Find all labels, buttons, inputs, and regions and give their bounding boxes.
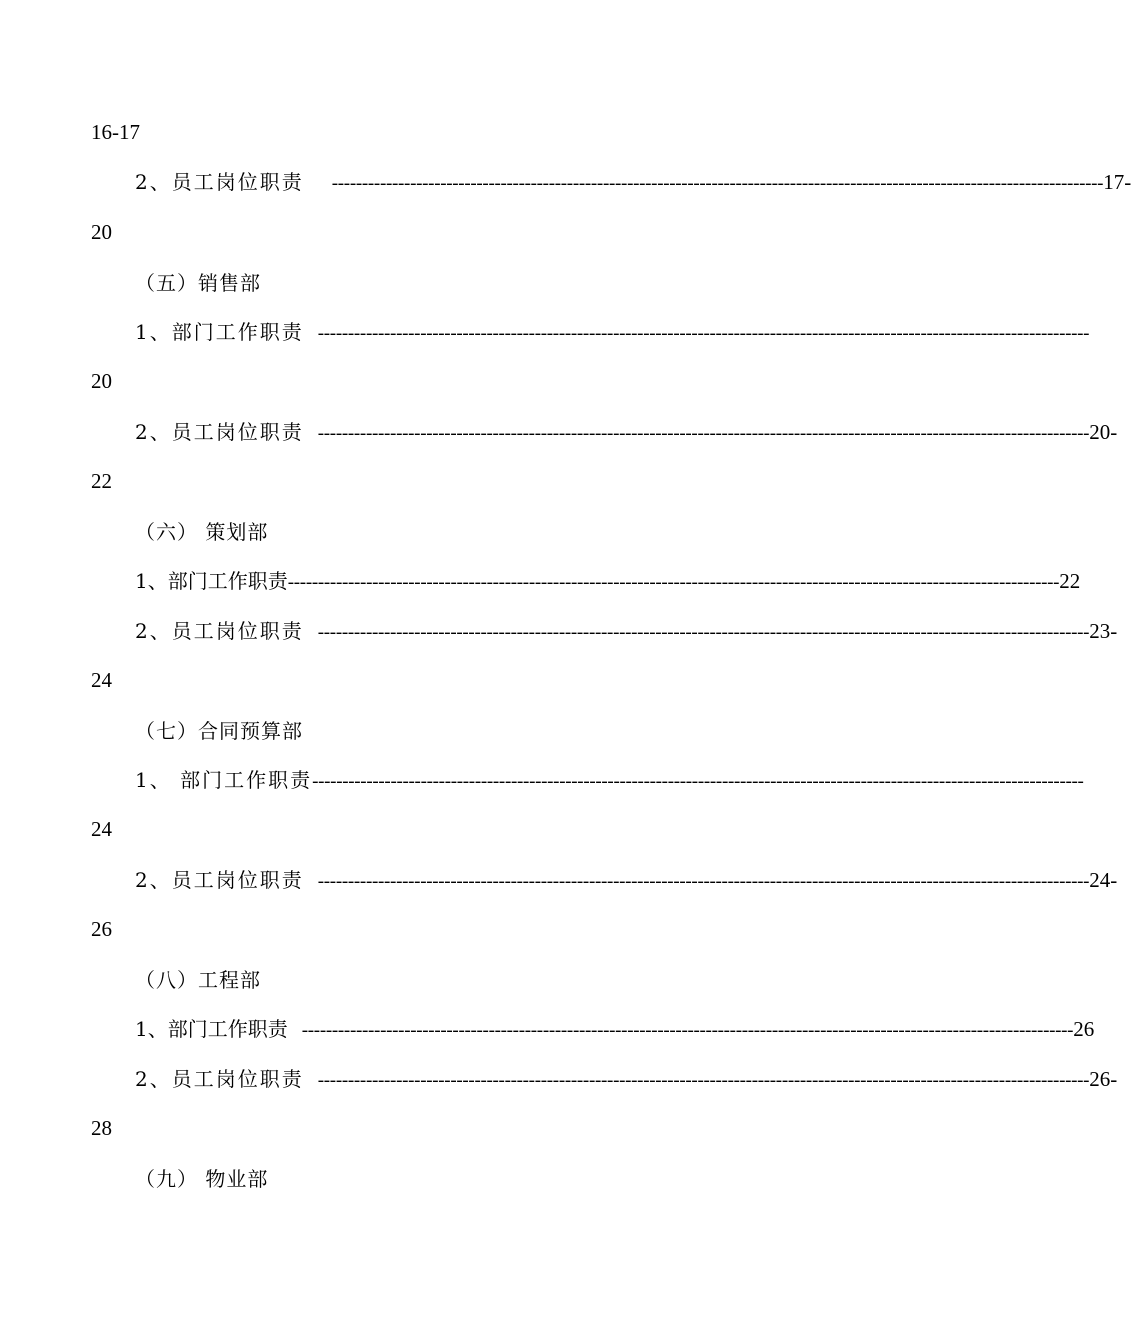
toc-entry-page: 26 xyxy=(1073,1017,1095,1041)
toc-entry-page: 17- xyxy=(1103,170,1131,194)
toc-entry xyxy=(135,616,1118,646)
toc-page-continuation: 20 xyxy=(91,369,112,393)
toc-page-continuation: 20 xyxy=(91,220,112,244)
toc-page-continuation: 26 xyxy=(91,917,112,941)
toc-entry-label: 1、部门工作职责 xyxy=(135,569,288,593)
toc-entry-page: 22 xyxy=(1059,569,1081,593)
toc-page-continuation: 28 xyxy=(91,1116,112,1140)
toc-section-heading: （六） 策划部 xyxy=(135,520,269,544)
toc-entry xyxy=(135,765,1084,795)
toc-leader-dots: -------------------------------------------------------------------------------------------------------------------------------- xyxy=(317,323,1090,344)
toc-entry-label: 2、员工岗位职责 xyxy=(135,619,304,643)
toc-entry xyxy=(135,317,1090,347)
toc-entry-label: 2、员工岗位职责 xyxy=(135,868,304,892)
toc-leader-dots: -------------------------------------------------------------------------------------------------------------------------------- xyxy=(287,572,1060,593)
toc-page-continuation: 24 xyxy=(91,668,112,692)
toc-entry-page: 24- xyxy=(1089,868,1118,892)
toc-section-heading: （九） 物业部 xyxy=(135,1167,269,1191)
toc-section-heading: （七）合同预算部 xyxy=(135,719,303,743)
toc-page-continuation: 16-17 xyxy=(91,120,140,144)
toc-entry-label: 2、员工岗位职责 xyxy=(135,1067,304,1091)
toc-entry xyxy=(135,865,1118,895)
toc-entry xyxy=(135,167,1131,197)
toc-leader-dots: -------------------------------------------------------------------------------------------------------------------------------- xyxy=(317,622,1090,643)
toc-entry xyxy=(135,1064,1118,1094)
toc-entry-label: 1、部门工作职责 xyxy=(135,320,304,344)
toc-leader-dots: -------------------------------------------------------------------------------------------------------------------------------- xyxy=(331,173,1104,194)
toc-leader-dots: -------------------------------------------------------------------------------------------------------------------------------- xyxy=(301,1020,1074,1041)
toc-leader-dots: -------------------------------------------------------------------------------------------------------------------------------- xyxy=(317,1070,1090,1091)
toc-page-continuation: 24 xyxy=(91,817,112,841)
toc-leader-dots: -------------------------------------------------------------------------------------------------------------------------------- xyxy=(312,771,1084,792)
toc-entry xyxy=(135,1014,1095,1044)
toc-entry-label: 1、部门工作职责 xyxy=(135,1017,288,1041)
toc-entry-page: 23- xyxy=(1089,619,1118,643)
toc-leader-dots: -------------------------------------------------------------------------------------------------------------------------------- xyxy=(317,871,1090,892)
toc-entry-page: 20- xyxy=(1089,420,1118,444)
toc-leader-dots: -------------------------------------------------------------------------------------------------------------------------------- xyxy=(317,423,1090,444)
toc-entry-label: 2、员工岗位职责 xyxy=(135,170,304,194)
toc-page-continuation: 22 xyxy=(91,469,112,493)
toc-section-heading: （八）工程部 xyxy=(135,968,261,992)
toc-entry-label: 1、 部门工作职责 xyxy=(135,768,313,792)
toc-entry-label: 2、员工岗位职责 xyxy=(135,420,304,444)
toc-section-heading: （五）销售部 xyxy=(135,271,261,295)
toc-entry xyxy=(135,566,1081,596)
toc-entry-page: 26- xyxy=(1089,1067,1118,1091)
toc-entry xyxy=(135,417,1118,447)
